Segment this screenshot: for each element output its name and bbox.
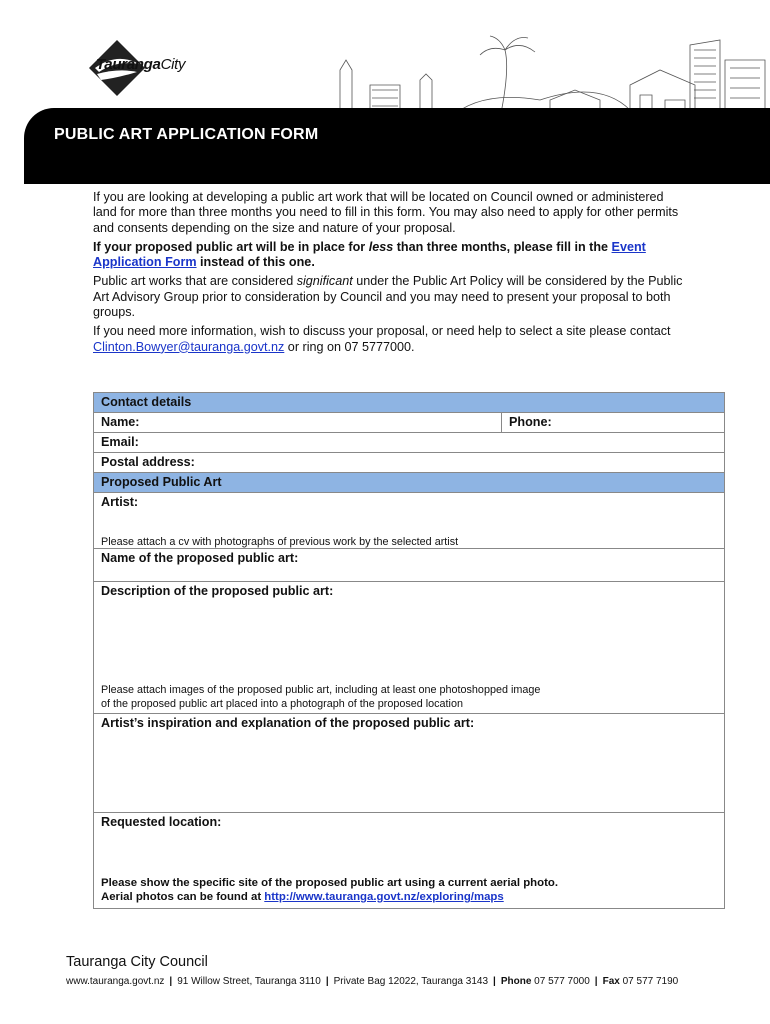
description-field[interactable]	[94, 582, 724, 714]
logo-text: Tauranga	[96, 56, 161, 73]
logo-city: City	[160, 56, 186, 73]
event-application-link[interactable]: Event Application Form	[93, 239, 646, 270]
intro-p2-a: If your proposed public art will be in place for	[93, 239, 369, 254]
intro-p4-b: or ring on 07 5777000.	[284, 339, 415, 354]
postal-address-field[interactable]: Postal address:	[94, 453, 724, 473]
contact-details-header: Contact details	[94, 393, 724, 413]
footer-fax-label: Fax	[602, 976, 620, 987]
intro-p3-b: under the Public Art Policy will be considered by the Public Art Advisory Group prior to consideration by Council and you may need to present your proposal to both groups.	[93, 274, 683, 320]
footer-bag: Private Bag 12022, Tauranga 3143	[333, 976, 489, 987]
intro-paragraph-1: If you are looking at developing a public art work that will be located on Council owned or administered land for more than three months you need to fill in this form. You may also need to apply for other permits and consents depending on the size and nature of your proposal.	[93, 190, 679, 235]
contact-email-link[interactable]: Clinton.Bowyer@tauranga.govt.nz	[93, 339, 285, 354]
proposed-public-art-header: Proposed Public Art	[94, 473, 724, 493]
name-field[interactable]: Name:	[94, 413, 502, 432]
city-illustration	[300, 30, 770, 120]
inspiration-field[interactable]	[94, 714, 724, 813]
intro-p3-a: Public art works that are considered	[93, 274, 297, 289]
name-phone-row	[94, 413, 724, 433]
footer-contact-line: www.tauranga.govt.nz | 91 Willow Street, Tauranga 3110 | Private Bag 12022, Tauranga 3143 | Phone 07 577 7000 | Fax 07 577 7190	[66, 976, 679, 987]
artist-note: Please attach a cv with photographs of previous work by the selected artist	[101, 536, 459, 548]
footer-fax: 07 577 7190	[622, 976, 679, 987]
inspiration-label: Artist’s inspiration and explanation of the proposed public art:	[101, 716, 475, 730]
footer-phone-label: Phone	[500, 976, 532, 987]
location-note-2	[101, 891, 504, 905]
title-banner	[24, 108, 770, 184]
intro-paragraph-4	[93, 324, 683, 355]
intro-p2-c: instead of this one.	[196, 255, 315, 270]
footer-org-name: Tauranga City Council	[66, 954, 208, 970]
intro-paragraph-2	[93, 240, 683, 271]
logo-wordmark	[96, 56, 185, 73]
application-form	[93, 392, 725, 909]
artist-field[interactable]	[94, 493, 724, 549]
description-label: Description of the proposed public art:	[101, 584, 334, 598]
intro-p4-a: If you need more information, wish to discuss your proposal, or need help to select a site please contact	[93, 324, 671, 339]
art-name-field[interactable]: Name of the proposed public art:	[94, 549, 724, 582]
footer-website[interactable]: www.tauranga.govt.nz	[66, 976, 165, 987]
page-title: PUBLIC ART APPLICATION FORM	[54, 126, 319, 143]
description-note-1: Please attach images of the proposed public art, including at least one photoshopped image	[101, 684, 541, 696]
location-note-1: Please show the specific site of the proposed public art using a current aerial photo.	[101, 877, 558, 889]
page-header	[0, 0, 770, 185]
phone-field[interactable]: Phone:	[509, 415, 552, 429]
intro-paragraph-3	[93, 274, 683, 320]
location-label: Requested location:	[101, 815, 222, 829]
artist-label: Artist:	[101, 495, 139, 509]
location-field[interactable]	[94, 813, 724, 908]
footer-street: 91 Willow Street, Tauranga 3110	[177, 976, 321, 987]
intro-p3-em: significant	[296, 274, 353, 289]
intro-p2-em: less	[368, 239, 394, 254]
intro-p2-b: than three months, please fill in the	[393, 239, 612, 254]
email-field[interactable]: Email:	[94, 433, 724, 453]
intro-text	[93, 190, 683, 359]
aerial-maps-link[interactable]: http://www.tauranga.govt.nz/exploring/maps	[264, 891, 504, 903]
location-note-2-text: Aerial photos can be found at	[101, 891, 265, 903]
footer-phone: 07 577 7000	[534, 976, 590, 987]
description-note-2: of the proposed public art placed into a photograph of the proposed location	[101, 698, 463, 710]
